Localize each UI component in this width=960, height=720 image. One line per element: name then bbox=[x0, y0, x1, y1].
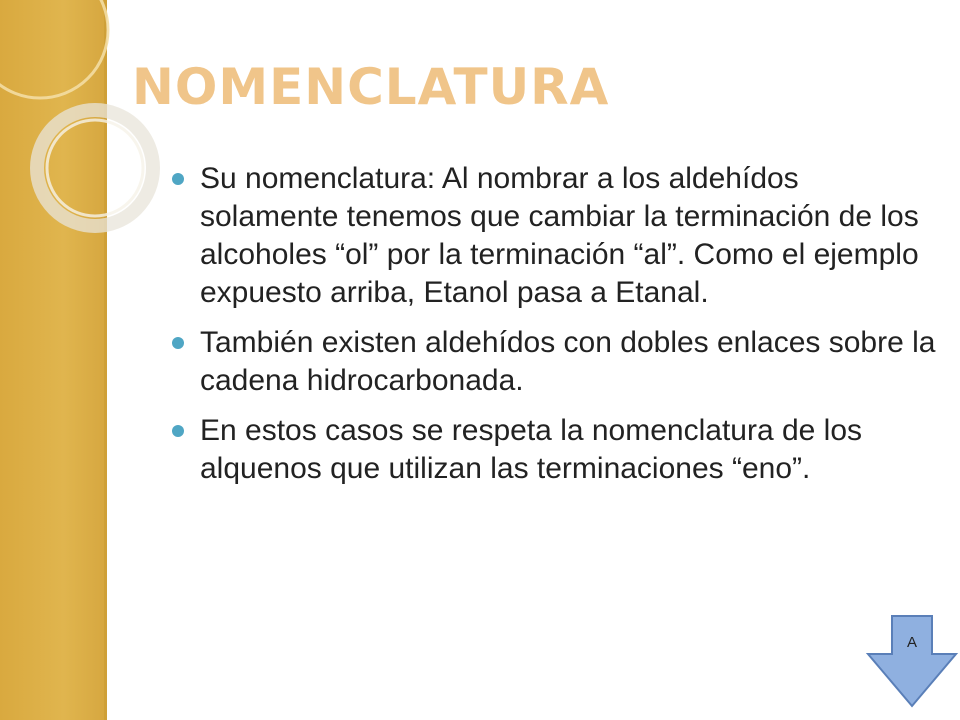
decorative-circle-inner bbox=[47, 120, 143, 216]
bullet-dot-icon bbox=[172, 337, 184, 349]
down-arrow-icon bbox=[864, 614, 960, 710]
bullet-list bbox=[170, 160, 940, 500]
next-slide-button[interactable] bbox=[864, 614, 960, 710]
bullet-text: También existen aldehídos con dobles enlaces sobre la cadena hidrocarbonada. bbox=[200, 326, 936, 397]
bullet-item bbox=[170, 324, 940, 400]
decorative-circles bbox=[0, 0, 160, 260]
bullet-dot-icon bbox=[172, 425, 184, 437]
bullet-item bbox=[170, 160, 940, 312]
bullet-text: Su nomenclatura: Al nombrar a los aldehídos solamente tenemos que cambiar la terminación de los alcoholes “ol” por la terminación “al”. Como el ejemplo expuesto arriba, Etanol pasa a Etanal. bbox=[200, 162, 919, 309]
decorative-circle-medium bbox=[37, 110, 153, 226]
bullet-dot-icon bbox=[172, 173, 184, 185]
bullet-text: En estos casos se respeta la nomenclatura de los alquenos que utilizan las terminaciones “eno”. bbox=[200, 414, 863, 485]
slide-title: NOMENCLATURA bbox=[132, 58, 610, 116]
bullet-item bbox=[170, 412, 940, 488]
next-slide-label: A bbox=[906, 634, 917, 651]
decorative-circle-large bbox=[0, 0, 108, 98]
